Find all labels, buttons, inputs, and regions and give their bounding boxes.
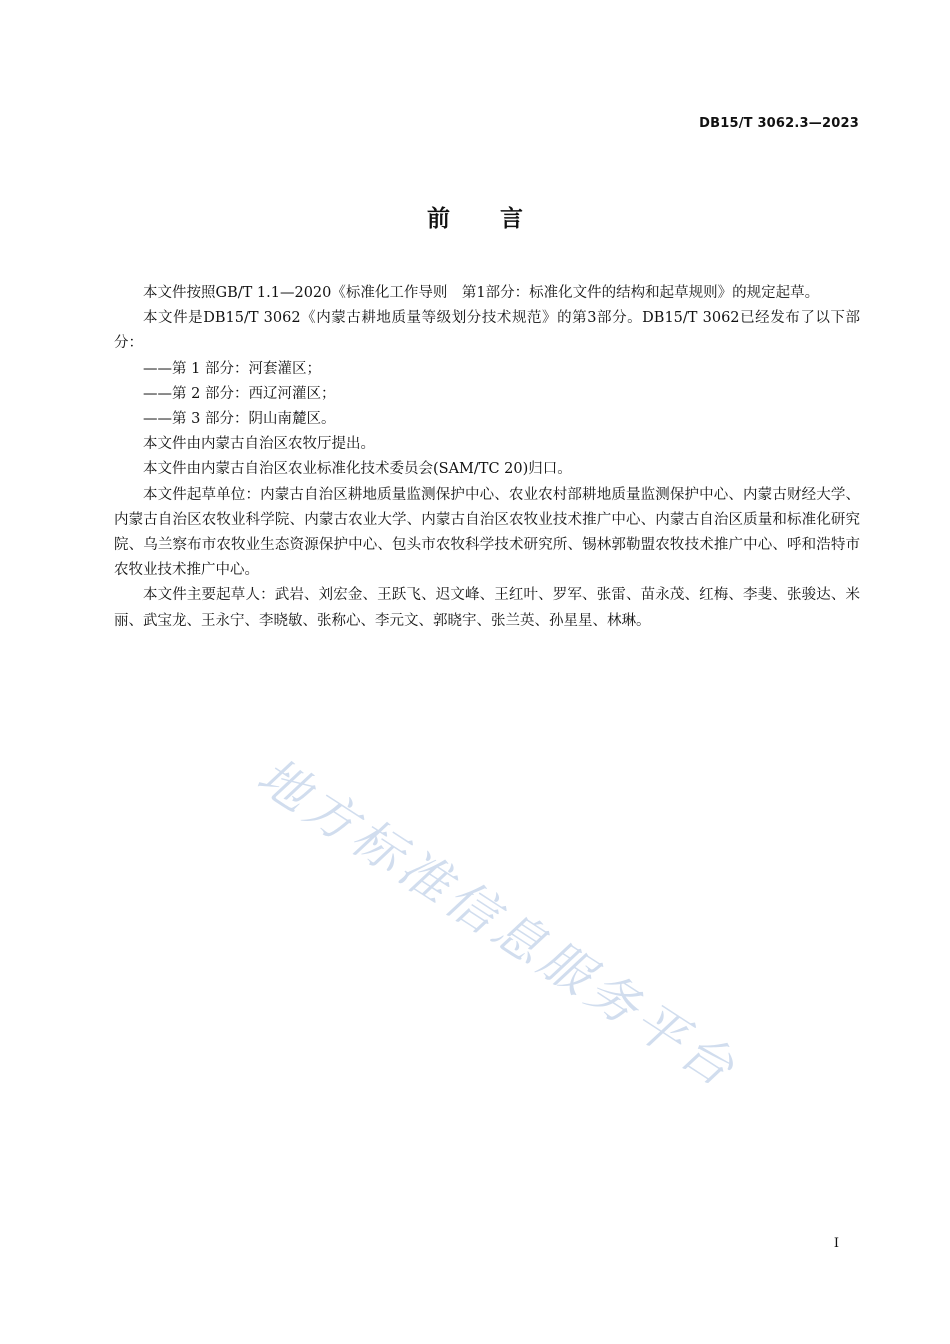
list-item-part-1: ——第 1 部分：河套灌区； bbox=[143, 360, 321, 377]
paragraph-committee: 本文件由内蒙古自治区农业标准化技术委员会(SAM/TC 20)归口。 bbox=[143, 461, 572, 478]
paragraph-drafters: 本文件主要起草人：武岩、刘宏金、王跃飞、迟文峰、王红叶、罗军、张雷、苗永茂、红梅、李斐、张骏达、米丽、武宝龙、王永宁、李晓敏、张称心、李元文、郭晓宇、张兰英、孙星星、林琳。 bbox=[114, 587, 860, 629]
list-item-part-2: ——第 2 部分：西辽河灌区； bbox=[143, 385, 336, 402]
paragraph-proposer: 本文件由内蒙古自治区农牧厅提出。 bbox=[143, 436, 375, 453]
paragraph-drafting-units: 本文件起草单位：内蒙古自治区耕地质量监测保护中心、农业农村部耕地质量监测保护中心、内蒙古财经大学、内蒙古自治区农牧业科学院、内蒙古农业大学、内蒙古自治区农牧业技术推广中心、内蒙古自治区质量和标准化研究院、乌兰察布市农牧业生态资源保护中心、包头市农牧科学技术研究所、锡林郭勒盟农牧技术推广中心、呼和浩特市农牧业技术推广中心。 bbox=[114, 486, 860, 579]
list-item-part-3: ——第 3 部分：阴山南麓区。 bbox=[143, 411, 336, 428]
watermark: 地方标准信息服务平台 bbox=[247, 746, 749, 1101]
foreword-body bbox=[114, 281, 860, 634]
paragraph-drafting-basis: 本文件按照GB/T 1.1—2020《标准化工作导则 第1部分：标准化文件的结构和起草规则》的规定起草。 bbox=[143, 285, 820, 301]
page-title: 前言 bbox=[427, 206, 573, 232]
document-code: DB15/T 3062.3—2023 bbox=[699, 116, 859, 131]
paragraph-series-info: 本文件是DB15/T 3062《内蒙古耕地质量等级划分技术规范》的第3部分。DB15/T 3062已经发布了以下部分： bbox=[114, 310, 860, 352]
page-number: I bbox=[833, 1236, 839, 1251]
